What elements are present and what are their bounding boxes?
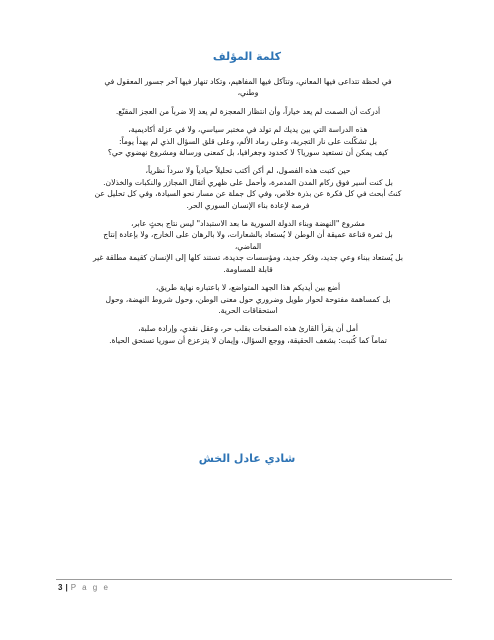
paragraph-line: قابلة للمساومة. (223, 264, 273, 274)
body-paragraph (52, 76, 444, 99)
document-title: كلمة المؤلف (212, 50, 282, 63)
paragraph-line: بل تشكّلت على نار التجربة، وعلى رماد الألم، وعلى قلق السؤال الذي لم يهدأ يوماً: (118, 136, 378, 146)
paragraph-line: في لحظة تتداعى فيها المعاني، وتتآكل فيها المفاهيم، وتكاد تنهار فيها آخر جسور المعقول في (104, 77, 392, 86)
page-label: P a g e (70, 583, 110, 592)
body-paragraph (52, 106, 444, 117)
paragraph-line: بل يُستعاد ببناء وعي جديد، وفكر جديد، ومؤسسات جديدة، تستند كلها إلى الإنسان كقيمة مطلقة غير (92, 253, 404, 263)
document-body (52, 76, 444, 353)
body-paragraph (52, 165, 444, 211)
paragraph-line: كيف يمكن أن نستعيد سوريا؟ لا كحدود وجغرافيا، بل كمعنى ورسالة ومشروع نهضوي حي؟ (107, 148, 389, 158)
paragraph-line: وطني، (237, 88, 259, 98)
paragraph-line: أدركت أن الصمت لم يعد خياراً، وأن انتظار المعجزة لم يعد إلا ضرباً من العجز المقنّع. (115, 106, 381, 116)
paragraph-line: بل كمساهمة مفتوحة لحوار طويل وضروري حول معنى الوطن، وحول شروط النهضة، وحول (105, 294, 391, 304)
paragraph-line: بل كنت أسير فوق ركام المدن المدمرة، وأحمل على ظهري أثقال المجازر والنكبات والخذلان. (103, 177, 393, 187)
page-number: 3 (58, 583, 63, 592)
paragraph-line: تماماً كما كُتبت: بشغف الحقيقة، ووجع السؤال، وإيمان لا يتزعزع أن سوريا تستحق الحياة. (109, 335, 387, 345)
body-paragraph (52, 218, 444, 275)
footer-separator: | (65, 583, 68, 592)
paragraph-line: مشروع "النهضة وبناء الدولة السورية ما بعد الاستبداد" ليس نتاج بحثٍ عابر، (130, 219, 366, 229)
paragraph-line: بل ثمرة قناعة عميقة أن الوطن لا يُستعاد بالشعارات، ولا بالرهان على الخارج، ولا بإعادة إنتاج (103, 230, 393, 240)
body-paragraph (52, 282, 444, 316)
body-paragraph (52, 124, 444, 158)
paragraph-line: الماضي، (234, 241, 262, 251)
body-paragraph (52, 323, 444, 346)
paragraph-line: أمل أن يقرأ القارئ هذه الصفحات بقلب حر، وعقل نقدي، وإرادة صلبة، (138, 324, 358, 334)
paragraph-line: أضع بين أيديكم هذا الجهد المتواضع، لا باعتباره نهاية طريق، (155, 283, 341, 293)
page-footer (58, 583, 110, 592)
paragraph-line: استحقاقات الحرية. (218, 305, 278, 315)
paragraph-line: حين كتبت هذه الفصول، لم أكن أكتب تحليلاً حيادياً ولا سرداً نظرياً، (145, 166, 351, 176)
author-signature: شادي عادل الخش (198, 452, 296, 465)
paragraph-line: هذه الدراسة التي بين يديك لم تولد في مختبر سياسي، ولا في عزلة أكاديمية، (128, 125, 368, 135)
paragraph-line: كنتُ أبحث في كل فكرة عن بذرة خلاص، وفي كل جملة عن مسار نحو السيادة، وفي كل تحليل عن (94, 189, 402, 199)
paragraph-line: فرصة لإعادة بناء الإنسان السوري الحر. (186, 200, 310, 210)
footer-divider (56, 579, 452, 580)
